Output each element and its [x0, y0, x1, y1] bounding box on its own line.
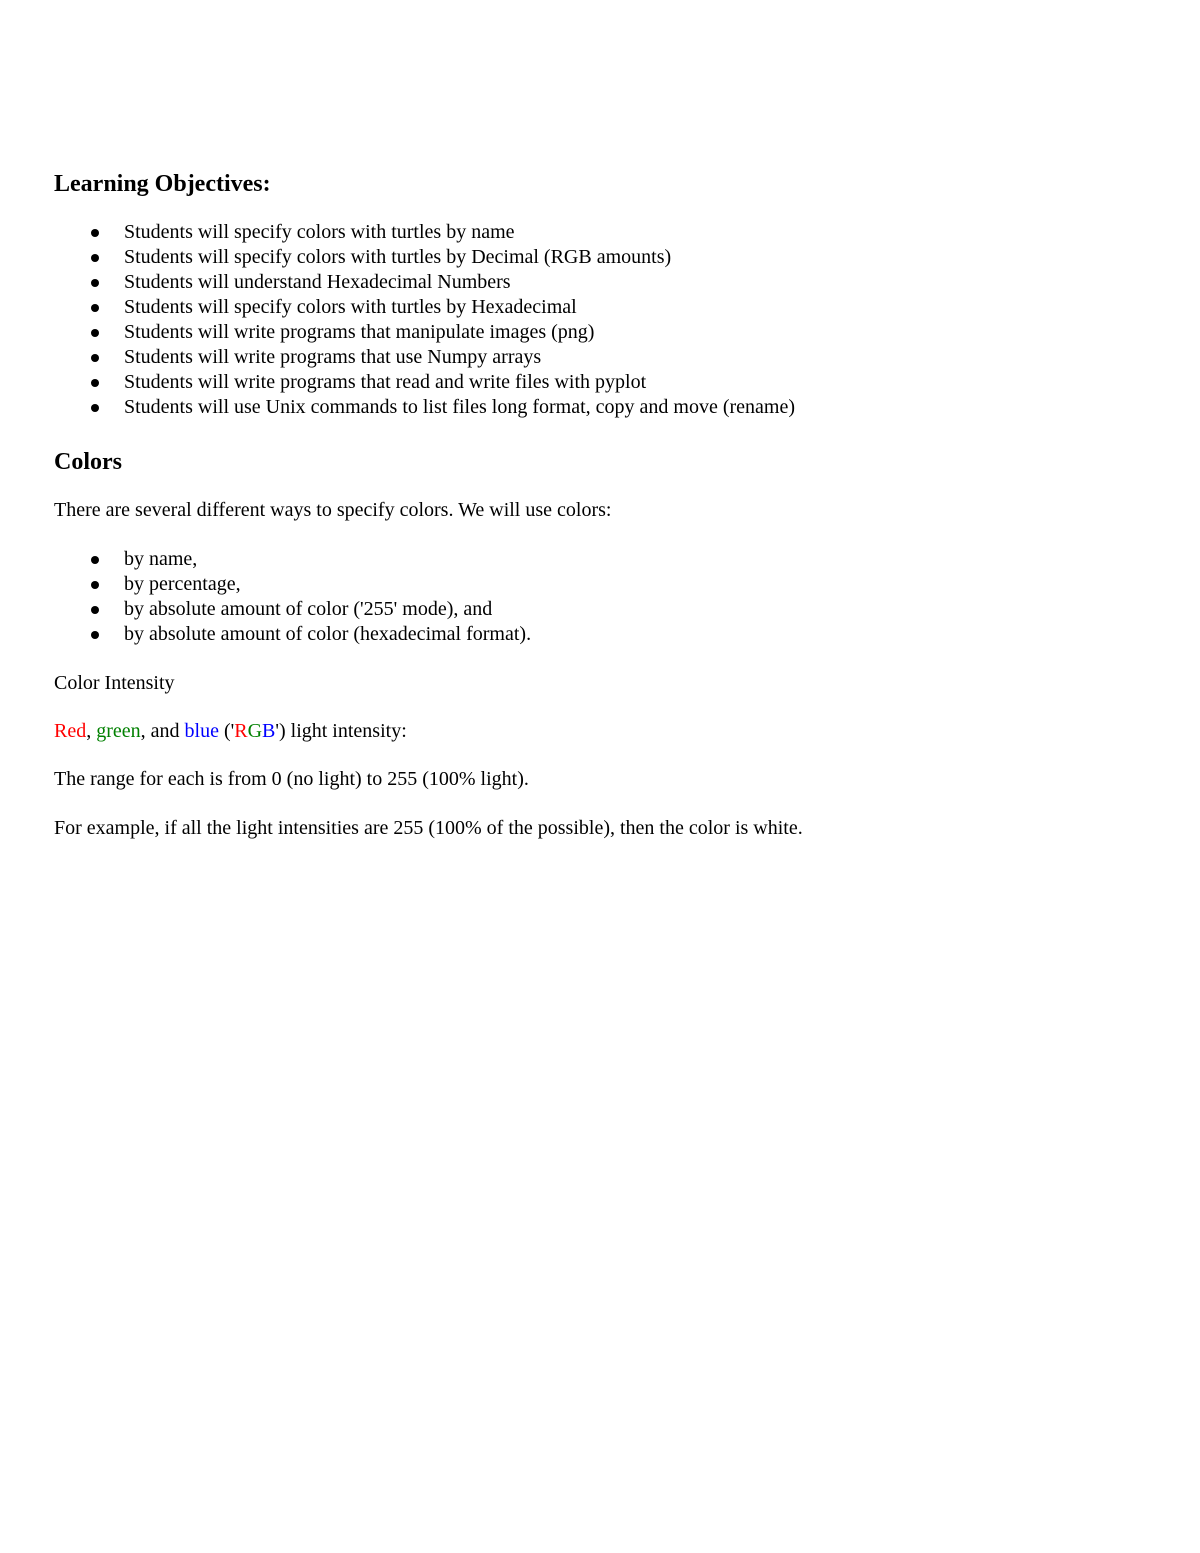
learning-objectives-heading: Learning Objectives: — [54, 171, 271, 197]
bullet-icon — [91, 631, 99, 639]
bullet-icon — [91, 556, 99, 564]
bullet-icon — [91, 354, 99, 362]
blue-word: blue — [184, 720, 219, 742]
list-item: by percentage, — [54, 572, 1154, 597]
colors-heading: Colors — [54, 449, 122, 475]
range-text: The range for each is from 0 (no light) to 255 (100% light). — [54, 768, 529, 790]
colors-intro: There are several different ways to specify colors. We will use colors: — [54, 499, 612, 521]
bullet-icon — [91, 229, 99, 237]
red-word: Red — [54, 720, 87, 742]
list-item: Students will specify colors with turtles by name — [54, 220, 1154, 245]
list-item: Students will understand Hexadecimal Numbers — [54, 270, 1154, 295]
bullet-icon — [91, 254, 99, 262]
document-page — [54, 168, 1154, 841]
rgb-letter-r: R — [234, 720, 248, 742]
bullet-icon — [91, 581, 99, 589]
color-methods-list — [54, 547, 1154, 647]
green-word: green — [96, 720, 141, 742]
bullet-icon — [91, 606, 99, 614]
list-item: Students will write programs that read and write files with pyplot — [54, 370, 1154, 395]
bullet-icon — [91, 404, 99, 412]
list-item: Students will write programs that use Numpy arrays — [54, 345, 1154, 370]
color-intensity-title: Color Intensity — [54, 672, 175, 694]
list-item: Students will specify colors with turtles by Decimal (RGB amounts) — [54, 245, 1154, 270]
list-item: Students will use Unix commands to list files long format, copy and move (rename) — [54, 395, 1154, 420]
bullet-icon — [91, 379, 99, 387]
list-item: by absolute amount of color ('255' mode), and — [54, 597, 1154, 622]
list-item: by name, — [54, 547, 1154, 572]
bullet-icon — [91, 279, 99, 287]
rgb-letter-g: G — [247, 720, 263, 742]
list-item: by absolute amount of color (hexadecimal format). — [54, 622, 1154, 647]
bullet-icon — [91, 329, 99, 337]
list-item: Students will specify colors with turtles by Hexadecimal — [54, 295, 1154, 320]
rgb-letter-b: B — [262, 720, 276, 742]
example-text: For example, if all the light intensities are 255 (100% of the possible), then the color is white. — [54, 817, 803, 839]
rgb-intensity-line: Red, green, and blue ('RGB') light intensity: — [54, 720, 407, 742]
list-item: Students will write programs that manipulate images (png) — [54, 320, 1154, 345]
objectives-list — [54, 220, 1154, 420]
bullet-icon — [91, 304, 99, 312]
